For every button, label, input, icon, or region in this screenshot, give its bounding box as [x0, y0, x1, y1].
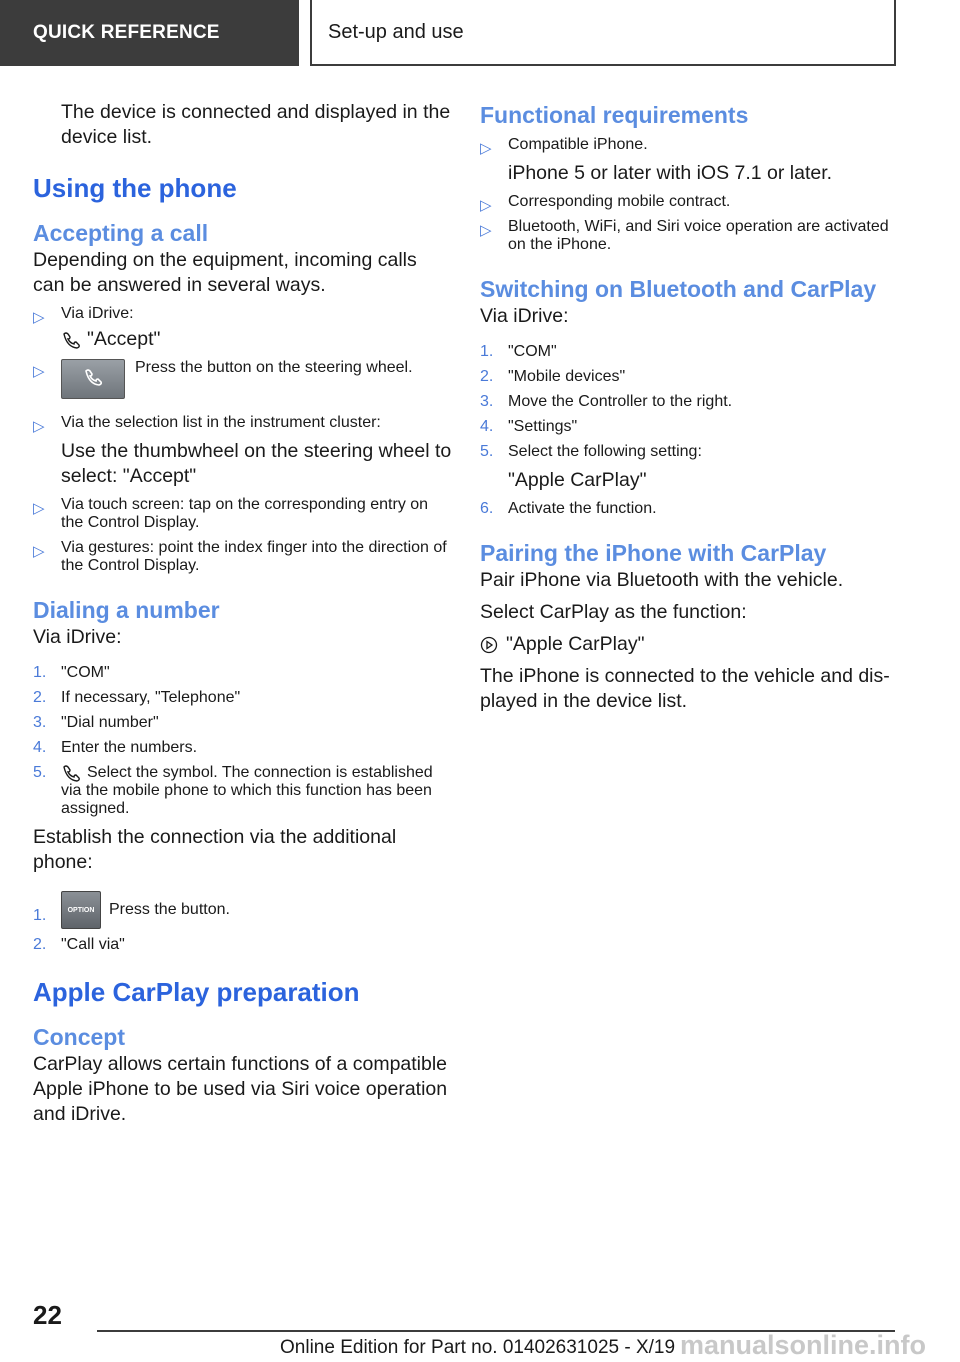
- step-subtext: "Apple CarPlay": [508, 469, 647, 491]
- pair-text-2: Select CarPlay as the function:: [480, 601, 747, 623]
- numbered-step: 1. "COM": [480, 343, 557, 360]
- numbered-step: 4. Enter the numbers.: [33, 739, 198, 756]
- phone-icon: [61, 764, 81, 782]
- pair-option: "Apple CarPlay": [480, 632, 900, 657]
- step-number: 1.: [33, 907, 47, 925]
- heading-concept: Concept: [33, 1024, 125, 1051]
- triangle-bullet-icon: ▷: [480, 197, 492, 214]
- option-button-image: OPTION: [61, 891, 101, 929]
- bullet-item: ▷ Compatible iPhone.: [480, 136, 900, 154]
- establish-text: Establish the connection via the additional phone:: [33, 826, 397, 874]
- bullet-item: ▷ Via gestures: point the index finger into the direction of the Control Display.: [33, 539, 447, 574]
- numbered-step: 4. "Settings": [480, 418, 578, 435]
- step-number: 1.: [33, 664, 47, 681]
- numbered-step: 3. "Dial number": [33, 714, 159, 731]
- triangle-bullet-icon: ▷: [480, 222, 492, 239]
- triangle-bullet-icon: ▷: [33, 418, 45, 435]
- step-number: 4.: [480, 418, 494, 435]
- play-circle-icon: [480, 636, 498, 654]
- heading-dialing-number: Dialing a number: [33, 597, 220, 623]
- accept-option: "Accept": [33, 327, 453, 352]
- heading-using-phone: Using the phone: [33, 173, 237, 203]
- page-header: [0, 0, 960, 66]
- triangle-bullet-icon: ▷: [33, 309, 45, 326]
- numbered-step: 3. Move the Controller to the right.: [480, 393, 733, 410]
- triangle-bullet-icon: ▷: [33, 363, 45, 380]
- step-number: 2.: [480, 368, 494, 385]
- bullet-subtext: Use the thumbwheel on the steering wheel to select: "Accept": [61, 440, 452, 487]
- right-column: [480, 100, 900, 714]
- bullet-item: ▷ Via iDrive:: [33, 305, 453, 323]
- step-number: 1.: [480, 343, 494, 360]
- numbered-step: 2. If necessary, "Telephone": [33, 689, 241, 706]
- numbered-step: 5. Select the following setting:: [480, 443, 702, 460]
- step-number: 5.: [480, 443, 494, 460]
- step-number: 5.: [33, 764, 47, 781]
- bullet-subtext: iPhone 5 or later with iOS 7.1 or later.: [508, 162, 833, 184]
- numbered-step: 5. Select the symbol. The connection is established via the mobile phone to which this function has been assigned.: [33, 764, 433, 818]
- triangle-bullet-icon: ▷: [33, 543, 45, 560]
- heading-switching-bluetooth-carplay: Switching on Bluetooth and CarPlay: [480, 276, 877, 302]
- numbered-step: 6. Activate the function.: [480, 500, 657, 517]
- heading-carplay-preparation: Apple CarPlay preparation: [33, 977, 360, 1008]
- step-number: 3.: [480, 393, 494, 410]
- steering-wheel-phone-button-image: [61, 359, 125, 399]
- bullet-item: ▷ Via the selection list in the instrument cluster:: [33, 414, 453, 432]
- bullet-item: ▷ Press the button on the steering wheel.: [33, 359, 453, 407]
- online-edition-text: Online Edition for Part no. 01402631025 - X/19: [280, 1337, 676, 1358]
- step-number: 3.: [33, 714, 47, 731]
- pair-text-1: Pair iPhone via Bluetooth with the vehicle.: [480, 569, 844, 591]
- page-number: 22: [33, 1300, 62, 1330]
- watermark: manualsonline.info: [680, 1330, 927, 1360]
- intro-text: The device is connected and displayed in the device list.: [61, 101, 451, 148]
- switch-via: Via iDrive:: [480, 305, 569, 327]
- numbered-step: 2. "Mobile devices": [480, 368, 626, 385]
- dial-via: Via iDrive:: [33, 626, 122, 648]
- heading-accepting-call: Accepting a call: [33, 220, 209, 246]
- step-number: 6.: [480, 500, 494, 517]
- bullet-item: ▷ Via touch screen: tap on the corresponding entry on the Control Display.: [33, 496, 429, 531]
- numbered-step: 2. "Call via": [33, 936, 125, 954]
- triangle-bullet-icon: ▷: [33, 500, 45, 517]
- chapter-tab: Set-up and use: [310, 0, 896, 66]
- heading-functional-requirements: Functional requirements: [480, 102, 749, 128]
- accept-intro: Depending on the equipment, incoming calls can be answered in several ways.: [33, 249, 417, 296]
- numbered-step: 1. OPTION Press the button.: [33, 891, 453, 929]
- heading-pairing-iphone: Pairing the iPhone with CarPlay: [480, 540, 827, 566]
- bullet-item: ▷ Corresponding mobile contract.: [480, 193, 900, 211]
- numbered-step: 1. "COM": [33, 664, 110, 681]
- concept-text: CarPlay allows certain functions of a compatible Apple iPhone to be used via Siri voice operation and iDrive.: [33, 1053, 448, 1126]
- bullet-item: ▷ Bluetooth, WiFi, and Siri voice operation are activated on the iPhone.: [480, 218, 889, 253]
- section-tab: QUICK REFERENCE: [0, 0, 299, 66]
- step-number: 2.: [33, 689, 47, 706]
- step-number: 4.: [33, 739, 47, 756]
- triangle-bullet-icon: ▷: [480, 140, 492, 157]
- phone-icon: [61, 331, 81, 349]
- left-column: [33, 100, 453, 1127]
- pair-text-3: The iPhone is connected to the vehicle and displayed in the device list.: [480, 665, 890, 712]
- step-number: 2.: [33, 936, 47, 954]
